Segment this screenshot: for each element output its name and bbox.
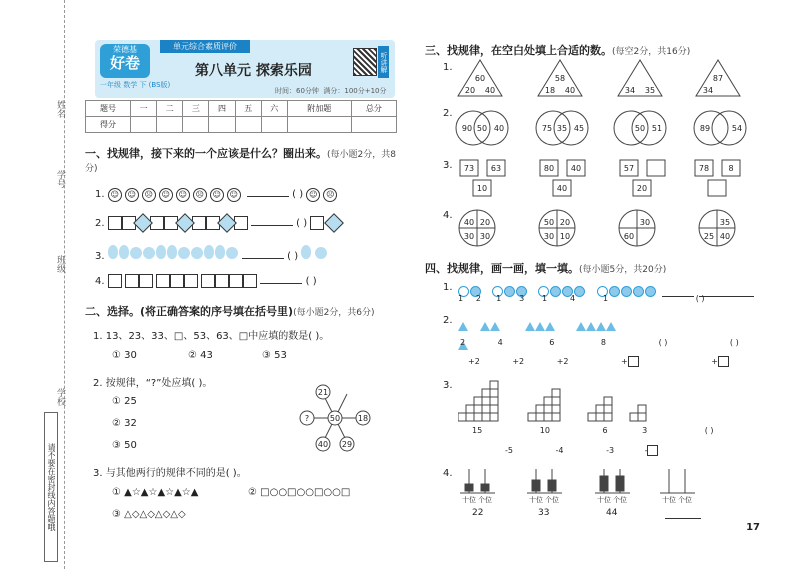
svg-text:十位: 十位 xyxy=(597,496,611,504)
s2-q3-opt-a[interactable]: ① ▲☆▲☆▲☆▲☆▲ xyxy=(112,487,199,498)
s4-q2-seq: 2 4 6 8 ( ) ( ) xyxy=(460,338,739,347)
svg-text:个位: 个位 xyxy=(678,496,692,504)
svg-text:20: 20 xyxy=(559,218,571,227)
svg-text:18: 18 xyxy=(357,414,369,423)
svg-text:45: 45 xyxy=(573,124,585,133)
svg-text:20: 20 xyxy=(464,86,476,95)
s4-label-3: 3. xyxy=(443,380,453,391)
svg-text:30: 30 xyxy=(463,232,475,241)
score-header-cell: 三 xyxy=(183,101,209,117)
s4-q2-ops: +2 +2 +2 + + xyxy=(468,356,729,367)
svg-text:60: 60 xyxy=(623,232,635,241)
score-cell[interactable] xyxy=(287,117,351,133)
s3-label-4: 4. xyxy=(443,210,453,221)
s4-q2-tri-group xyxy=(480,316,616,335)
s4-q3-seq: 15 10 6 3 ( ) xyxy=(472,426,714,435)
s1-q3: 3. ( ) xyxy=(95,245,328,262)
svg-text:73: 73 xyxy=(463,164,475,173)
s4-q1-nums: 1 2 1 3 1 4 1 ( ) xyxy=(458,294,705,303)
block-stack-6 xyxy=(588,397,612,421)
svg-text:?: ? xyxy=(304,414,310,423)
svg-text:34: 34 xyxy=(624,86,636,95)
svg-text:50: 50 xyxy=(329,414,341,423)
s2-q2-opt-c[interactable]: ③ 50 xyxy=(112,440,137,451)
brand-top: 荣德基 xyxy=(113,45,137,54)
score-cell[interactable] xyxy=(261,117,287,133)
page-number: 17 xyxy=(746,522,760,533)
unit-title: 第八单元 探索乐园 xyxy=(195,63,312,79)
svg-text:80: 80 xyxy=(543,164,555,173)
s3-venns xyxy=(455,106,755,150)
svg-text:18: 18 xyxy=(544,86,556,95)
star-figure xyxy=(295,382,375,454)
section-3-title: 三、找规律，在空白处填上合适的数。(每空2分，共16分) xyxy=(425,44,691,57)
score-row-label: 得分 xyxy=(86,117,131,133)
s2-q1: 1. 13、23、33、□、53、63、□中应填的数是( )。 xyxy=(93,331,330,342)
score-header-cell: 一 xyxy=(131,101,157,117)
block-stack-15 xyxy=(458,381,498,421)
s1-q4: 4. ( ) xyxy=(95,276,317,287)
svg-text:89: 89 xyxy=(699,124,711,133)
s2-q3: 3. 与其他两行的规律不同的是( )。 xyxy=(93,468,247,479)
s4-q4-answer-line[interactable] xyxy=(665,518,701,519)
s2-q1-opt-a[interactable]: ① 30 xyxy=(112,350,137,361)
s4-label-4: 4. xyxy=(443,468,453,479)
s2-q3-opt-c[interactable]: ③ △◇△◇△◇△◇ xyxy=(112,509,186,520)
s2-q2: 2. 按规律，“?”处应填( )。 xyxy=(93,378,213,389)
binding-strip xyxy=(0,0,80,569)
svg-text:个位: 个位 xyxy=(478,496,492,504)
svg-text:58: 58 xyxy=(554,74,566,83)
svg-text:个位: 个位 xyxy=(613,496,627,504)
svg-text:50: 50 xyxy=(634,124,646,133)
svg-text:40: 40 xyxy=(556,184,568,193)
name-label: 姓名 xyxy=(55,100,65,118)
s3-quadrants xyxy=(455,208,755,250)
svg-text:10: 10 xyxy=(559,232,571,241)
s1-q1: 1. ☺ ☺ ☹ ☺ ☺ ☹ ☺ ☺ ( ) ☺ ☹ xyxy=(95,188,340,202)
section-2-title: 二、选择。(将正确答案的序号填在括号里)(每小题2分，共6分) xyxy=(85,305,375,318)
s4-label-2: 2. xyxy=(443,315,453,326)
svg-text:29: 29 xyxy=(341,440,353,449)
score-cell[interactable] xyxy=(157,117,183,133)
s3-label-3: 3. xyxy=(443,160,453,171)
s4-q4-num-3: 44 xyxy=(606,508,618,518)
svg-text:十位: 十位 xyxy=(662,496,676,504)
score-header-cell: 六 xyxy=(261,101,287,117)
svg-text:40: 40 xyxy=(570,164,582,173)
class-label: 班级 xyxy=(55,255,65,273)
abacus-blank xyxy=(660,469,695,493)
score-header-cell: 五 xyxy=(235,101,261,117)
score-cell[interactable] xyxy=(131,117,157,133)
svg-text:30: 30 xyxy=(479,232,491,241)
seal-line xyxy=(64,0,65,569)
score-cell[interactable] xyxy=(351,117,396,133)
svg-text:63: 63 xyxy=(490,164,502,173)
svg-text:40: 40 xyxy=(564,86,576,95)
s1-q2: 2. ( ) xyxy=(95,216,341,230)
svg-text:34: 34 xyxy=(702,86,714,95)
s4-q3-ops: -5 -4 -3 - xyxy=(505,445,658,456)
score-header-cell: 总分 xyxy=(351,101,396,117)
s2-q2-opt-a[interactable]: ① 25 xyxy=(112,396,137,407)
svg-text:十位: 十位 xyxy=(462,496,476,504)
score-header-cell: 题号 xyxy=(86,101,131,117)
seal-note: 请不要在密封线内答题哦 xyxy=(44,412,58,562)
svg-text:10: 10 xyxy=(476,184,488,193)
block-stack-10 xyxy=(528,389,560,421)
s4-q4-num-2: 33 xyxy=(538,508,550,518)
svg-text:57: 57 xyxy=(623,164,635,173)
svg-text:十位: 十位 xyxy=(529,496,543,504)
student-id-label: 学号 xyxy=(55,170,65,188)
s4-q4-num-1: 22 xyxy=(472,508,484,518)
score-cell[interactable] xyxy=(183,117,209,133)
svg-text:20: 20 xyxy=(636,184,648,193)
svg-text:35: 35 xyxy=(719,218,731,227)
svg-text:51: 51 xyxy=(651,124,663,133)
svg-text:40: 40 xyxy=(463,218,475,227)
eval-banner: 单元综合素质评价 xyxy=(160,40,250,53)
svg-text:30: 30 xyxy=(543,232,555,241)
score-header-cell: 附加题 xyxy=(287,101,351,117)
svg-text:35: 35 xyxy=(644,86,656,95)
svg-text:90: 90 xyxy=(461,124,473,133)
svg-text:87: 87 xyxy=(712,74,724,83)
brand-name: 好卷 xyxy=(109,54,140,72)
abacus-22 xyxy=(460,469,495,493)
s4-label-1: 1. xyxy=(443,282,453,293)
svg-text:20: 20 xyxy=(479,218,491,227)
s3-boxes xyxy=(455,158,755,200)
svg-text:50: 50 xyxy=(476,124,488,133)
brand-logo xyxy=(100,44,150,78)
s3-triangles xyxy=(455,58,755,98)
svg-text:60: 60 xyxy=(474,74,486,83)
score-header-cell: 四 xyxy=(209,101,235,117)
time-meta: 时间：60分钟 满分：100分+10分 xyxy=(275,87,387,95)
s4-q4-abacus xyxy=(455,465,715,507)
svg-text:40: 40 xyxy=(493,124,505,133)
section-1-title: 一、找规律，接下来的一个应该是什么？圈出来。(每小题2分，共8分) xyxy=(85,147,396,174)
svg-text:40: 40 xyxy=(317,440,329,449)
svg-text:21: 21 xyxy=(317,388,329,397)
edition-label: 一年级 数学 下 (BS版) xyxy=(100,81,171,89)
s3-label-2: 2. xyxy=(443,108,453,119)
score-header-cell: 二 xyxy=(157,101,183,117)
qr-code[interactable] xyxy=(353,48,377,76)
svg-text:25: 25 xyxy=(703,232,715,241)
s2-q1-opt-c[interactable]: ③ 53 xyxy=(262,350,287,361)
s4-q3-blocks xyxy=(458,378,708,428)
score-table xyxy=(85,100,397,133)
qr-label: 听讲解 xyxy=(378,46,389,78)
svg-text:30: 30 xyxy=(639,218,651,227)
s2-q2-opt-b[interactable]: ② 32 xyxy=(112,418,137,429)
section-4-title: 四、找规律，画一画，填一填。(每小题5分，共20分) xyxy=(425,262,667,275)
svg-text:75: 75 xyxy=(541,124,553,133)
svg-text:78: 78 xyxy=(698,164,710,173)
score-cell[interactable] xyxy=(209,117,235,133)
svg-text:个位: 个位 xyxy=(545,496,559,504)
svg-text:50: 50 xyxy=(543,218,555,227)
s3-label-1: 1. xyxy=(443,62,453,73)
school-label: 学校 xyxy=(55,388,65,406)
block-stack-3 xyxy=(630,405,646,421)
svg-text:8: 8 xyxy=(728,164,734,173)
s4-q2-triangles xyxy=(458,316,468,354)
svg-text:35: 35 xyxy=(556,124,568,133)
s2-q1-opt-b[interactable]: ② 43 xyxy=(188,350,213,361)
abacus-44 xyxy=(595,469,630,493)
abacus-33 xyxy=(527,469,562,493)
svg-text:40: 40 xyxy=(719,232,731,241)
svg-text:54: 54 xyxy=(731,124,743,133)
s2-q3-opt-b[interactable]: ② □○○□○○□○○□ xyxy=(248,487,351,498)
score-cell[interactable] xyxy=(235,117,261,133)
svg-text:40: 40 xyxy=(484,86,496,95)
